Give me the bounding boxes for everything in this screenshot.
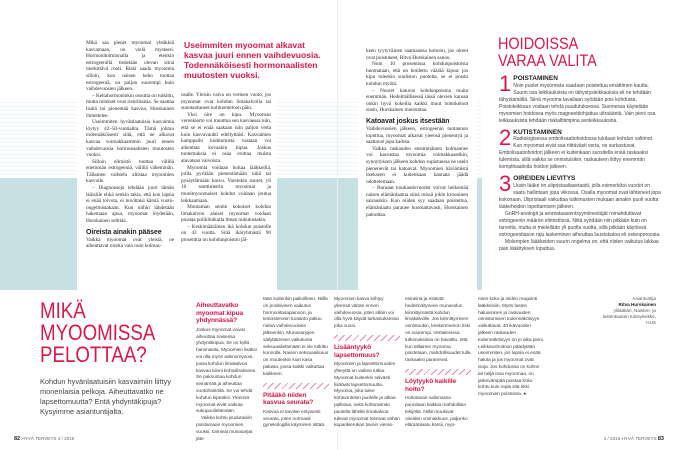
expert-caption — [598, 296, 656, 326]
footer-left — [14, 436, 74, 442]
faq-title-line: MIKÄ — [40, 298, 86, 323]
treatment-sidebar — [499, 75, 662, 257]
expert-role: ylilääkäri, Naisten- ja lastentautien tulosyksikkö, HUS — [602, 308, 656, 325]
paragraph: – Keltahormoninkin osuutta on tutkittu, mutta tulokset ovat ristiriitaisia. Se saattaa lisätä tai pienentää kasvua, Hurskainen ihmettelee. — [86, 92, 174, 119]
section-number: 3 — [499, 175, 512, 196]
paragraph: Myoomien ja lapsettomuuden yhteyttä on vaikea tutkia. Myoomat kuitenkin selvästi lisäävät lapsettomuutta. Myooma, joka tulee kohtuontelon puolelle ja alkaa pullistua, sekä kohtuseinän puolelta lähelle limakalvoa tulevat myoomat toimivat vähän kuparikierukan tavoin vieras- — [334, 362, 400, 429]
page-number: 82 — [14, 436, 21, 442]
paragraph: Vaihdevuosien jälkeen, estrogeenin tuotannon loputtua, myoomat alkavat yleensä pienentyä ja saattavat jopa kadota. — [366, 125, 468, 146]
paragraph: keen tyytyväinen saamaansa hoitoon, jos oireet ovat poistuneet, Ritva Hurskainen sanoo. — [366, 48, 468, 61]
section-title: OIREIDEN LIEVITYS — [513, 175, 576, 182]
paragraph: – Runsaat kuukautisvuodot voivat heikentää naisen elämänlaatua siinä missä jokin krooninen sairauskin. Kun niiden syy saadaan poistettua, elämänlaatu paranee huomattavasti, Hurskainen painottaa. — [366, 185, 468, 218]
paragraph: – Keskimääräinen ikä kohdun poistolle on 43 vuotta. Siitä ikäryhmästä 90 prosenttia on kohdunpoiston jäl- — [181, 223, 271, 244]
section-number: 1 — [499, 75, 512, 96]
faq-intro: Kohdun hyvänlaatuisiin kasvaimiin liittyy monenlaisia pelkoja. Aiheuttavatko ne lapsettomuutta? Entä yhdyntäkipuja? Kysyimme asiantuntijalta. — [40, 377, 172, 416]
sidebar-title-line: VARAA VALITA — [498, 51, 597, 70]
faq-column-1 — [196, 300, 259, 443]
treatment-section-1 — [499, 75, 662, 125]
magazine-issue: HYVÄ TERVEYS 4 / 2016 — [21, 436, 75, 441]
paragraph: Molempien lääkkeiden suurin ongelma on, että niiden vaikutus lakkaa pian lääkityksen loputtua. — [499, 238, 659, 252]
faq-title — [40, 300, 155, 366]
paragraph: Vaikka myoomat ovat yleisiä, ne aiheuttavat oireita vain noin kolmas- — [86, 236, 174, 250]
faq-question: Lisääntyykö lapsettomuus? — [334, 343, 380, 359]
treatment-section-2 — [499, 129, 662, 172]
paragraph: Vaikka kohtu joudutaisiin poistamaan myoomien vuoksi, toimivat munasarjat jäte- — [196, 416, 253, 442]
section-title: KUTISTAMINEN — [513, 128, 562, 136]
paragraph: – Diagnooseja tehdään juuri tämän ikäisille ehkä senkin takia, että kun lapsia ei enää toivota, ei huvittaisi kärsiä vuoto-ongelmistakaan. Kun niihin lähdetään hakemaan apua, myoomat löydetään, Hurskainen selittää. — [86, 185, 174, 225]
article-column-3 — [366, 48, 468, 218]
paragraph: Useimmiten hyvänlaatuisia kasvaimia löytyy 42–50-vuotiailta. Tämä johtuu todennäköisesti siitä, että ne alkavat kasvaa voimakkaammin juuri ennen vaihdevuosia hormonaalisten muutosten vuoksi. — [86, 119, 174, 159]
paragraph: tään kuitenkin paikoilleen. Niillä on positiivinen vaikutus hormonitasapainoon, ja testosteronin tuotanto jatkuu niissä vaihdevuosien jälkeenkin. Munasarjojen säilyttämisen vaikutusta seksuaalielämään ei ole tutkittu kunnolla. Naisen seksuaalisuus on muutenkin kuin kasa palasia, jossa kaikki vaikuttaa kaikkeen. — [263, 297, 329, 377]
sidebar-title-line: HOIDOISSA — [498, 34, 579, 53]
paragraph: Myoomia voidaan hoitaa lääkkeillä, joilla pyritään pienentämään niitä tai pysäyttämään kasvu. Varsinkin suuret, yli 10 senttimetrin myoomat ja monimyoomaiset kohdut voidaan joutua leikkaamaan. — [181, 164, 271, 204]
subheading: Katoavat joskus itsestään — [366, 117, 450, 125]
paragraph: Noin 10 prosentissa kohdunpoistoista huomataan, että on hoidettu väärää kipua: jos kipu tuleekin suoliston puolelta, se ei poistu kohdun myötä. — [366, 61, 468, 87]
treatment-section-3 — [499, 175, 662, 253]
paragraph: Uusin lääke on ulipristaaliasetaatti, jolla esimerkiksi vuodot on saatu hallintaan jopa viikossa. Osalla myoomat ovat lähteneet jopa kokonaan. Ulipristaali vaikuttaa tutkimusten mukaan ainakin puoli vuotta lääkehoidon lopettamisen jälkeen. — [499, 182, 661, 210]
paragraph: – Nuoret katuvat kohdunpoistoa muita enemmän. Hedelmällisessä iässä olevien kanssa onkin hyvä kokeilla kaikki muut hoitokeinot ensin, Hurskainen muistuttaa. — [366, 87, 468, 114]
faq-column-3 — [334, 297, 400, 430]
expert-name: Ritva Hurskainen — [618, 302, 656, 307]
magazine-issue: 4 / 2016 HYVÄ TERVEYS — [603, 436, 657, 441]
paragraph: Vaikka raskauden ensimmäinen kolmannes voi kasvattaa myoomia voimakkaastikin, synnytyksen jälkeen kohdun supistuessa ne usein pienenevät tai katoavat. Myoomien häviämistä itsekseen ei kuitenkaan kannata jäädä odottelemaan. — [366, 145, 468, 185]
faq-question: Aiheuttavatko myoomat kipua yhdynnässä? — [196, 302, 244, 325]
paragraph: esineinä ja estävät hedelmöityneen munasolun kiinnittymästä kohdun limakalvolle. Jos kiinnittyminen onnistuukin, keskenmenon riski on suurempi. Vertailevissa tutkimuksissa on havaittu, että kun tällainen myooma poistetaan, mahdollisuudet tulla raskaaksi paranevat. — [405, 297, 471, 364]
page-number: 83 — [657, 436, 664, 442]
footer-right — [604, 436, 664, 442]
section-number: 2 — [499, 128, 512, 150]
zigzag-divider — [334, 335, 400, 341]
paragraph: Silloin elimistö tuottaa välillä enemmän estrogeeniä, välillä vähemmän. Tällainen vaihtelu altistaa myoomien kasvulle. — [86, 158, 174, 185]
paragraph: Kasvua ei tarvitse erityisesti seurata, joten normaali gynekologilla käyminen riittää. — [263, 409, 326, 429]
faq-question: Pitääkö niiden kasvua seurata? — [263, 391, 314, 407]
subheading: Oireista ainakin pääsee — [86, 228, 162, 236]
paragraph: Muutaman sentin kokoiset kohdun limakalvon alaiset myoomat voidaan poistaa poliklinikalla ilman nukutustakin. — [181, 204, 271, 224]
faq-title-line: MYOOMISSA — [40, 320, 156, 345]
expert-label: Asiantuntija — [632, 296, 656, 301]
faq-column-2 — [263, 297, 329, 430]
section-title: POISTAMINEN — [513, 75, 558, 82]
paragraph: mien koko ja niiden reagointi lääkkeisiin. Myös lasten haluaminen ja raskauden onnistumisen todennäköisyys vaikuttavat. 40 ikävuoden jälkeen raskauden todennäköisyys on jo aika pieni. Leikkaushoitoon päädytään useimmiten, jos lapsia ei enää haluta ja jos myoomat ovat isoja. Jos kohdussa on kolme tai neljä isoa myoomaa, on järkevämpää poistaa koko kohtu kuin repiä sitä rikki myoomien poistossa. ● — [478, 297, 544, 398]
faq-column-5 — [478, 297, 544, 399]
article-column-1 — [86, 40, 174, 250]
faq-question: Löytyykö kaikille hoito? — [405, 377, 457, 393]
sidebar-title — [498, 35, 597, 69]
paragraph: osalle. Yleisin vaiva on verinen vuoto, jos myoomat ovat kohdun limakalvolla tai suuntautuneet kohtuonteloon päin. — [181, 92, 271, 112]
paragraph: Yksi oire on kipu. Myooman verenkierto voi muuttua sen kasvaessa niin, että se ei enää saakaan niin paljon verta kuin kasvuvauhti edellyttäisi. Kasvaimen kamppailu kuihtumista vastaan voi aiheuttaa kovaakin kipua. Joskus tuntemuksia ei osaa erottaa muista alavatsan vaivoista. — [181, 111, 271, 164]
pull-quote: Useimmiten myoomat alkavat kasvaa juuri ennen vaihdevuosia. Todennäköisesti hormonaalisten muutosten vuoksi. — [184, 40, 321, 80]
paragraph: Hoitotavan valinnassa punnitaan kaikkia mahdollisia tekijöitä. Niihin kuuluvat oireiden voimakkuus, paljonko elämänlaatu kärsii, myo- — [405, 396, 468, 429]
paragraph: Joskus myoomat voivat aiheuttaa naisessa yhdyntäkipua. Se on kyllä harvinaista. Myoomien lisäksi voi olla myös adenomyoosi, jossa kohdun limakalvoa kasvaa kiinni kohtulihakseen. Se paksuntaa kohdun seinämää ja aiheuttaa vuotohäiriöitä. Se voi tehdä kohdun kipeäksi. Yleensä myoomat eivät vaikuta sukupuolielämään. — [196, 327, 257, 415]
paragraph: Myoomien kasvu kiihtyy yleensä vähän ennen vaihdevuosia, joten silloin voi olla hyvä käydä tarkastuksessa joka vuosi. — [334, 297, 399, 330]
zigzag-divider — [405, 369, 471, 375]
article-column-2 — [181, 92, 271, 244]
zigzag-divider — [263, 383, 329, 389]
paragraph: GnRH-analogit ja aromataasientsyymiinestäjät romahduttavat estrogeenin määrän elimistössä. Niitä syödään niin pitkään kuin on tarvetta, mutta ei mielellään yli puolta vuotta, sillä pitkään käytössä estrogeenitason raju laskeminen aiheuttaa luustokatoa eli osteoporoosia. — [499, 210, 661, 238]
faq-column-4 — [405, 297, 471, 430]
faq-title-line: PELOTTAA? — [40, 342, 147, 367]
paragraph: Mikä saa pienet myoomat yhtäkkiä kasvamaan, on vielä mysteeri. Hormonitoiminnalla ja etenkin estrogeenillä tiedetään olevan siinä merkittävä rooli. Riski saada myoomia silloin, kun naisen keho tuottaa estrogeeniä, on paljon suurempi kuin vaihdevuosien jälkeen. — [86, 40, 174, 93]
paragraph: Noin puolet myoomista saadaan poistettua emättimen kautta. Suurin osa leikkauksista on tähystysleikkauksia eli ne tehdään tähystämällä. Siinä myooma tavallaan syödään pois kohdusta. Poistoleikkaus voidaan tehdä puudutuksessa. Suomessa käytetään myoomien hoidossa myös magneettiohjattua ultraääntä. Vain pieni osa leikkauksista tehdään riskialttiimpina avoleikkauksina. — [499, 82, 656, 124]
paragraph: Radiologisessa embolisaatiohoidossa tukitaan kohdun valtimot. Kun myoomat eivät saa riittävästi verta, ne surkastuvat. Embolisaatiohoidon jälkeen ei kuitenkaan suositella enää raskaaksi tulemista, sillä vaikka se onnistuisikin, raskauteen liittyy enemmän komplikaatioita hoidon jälkeen. — [499, 136, 654, 170]
